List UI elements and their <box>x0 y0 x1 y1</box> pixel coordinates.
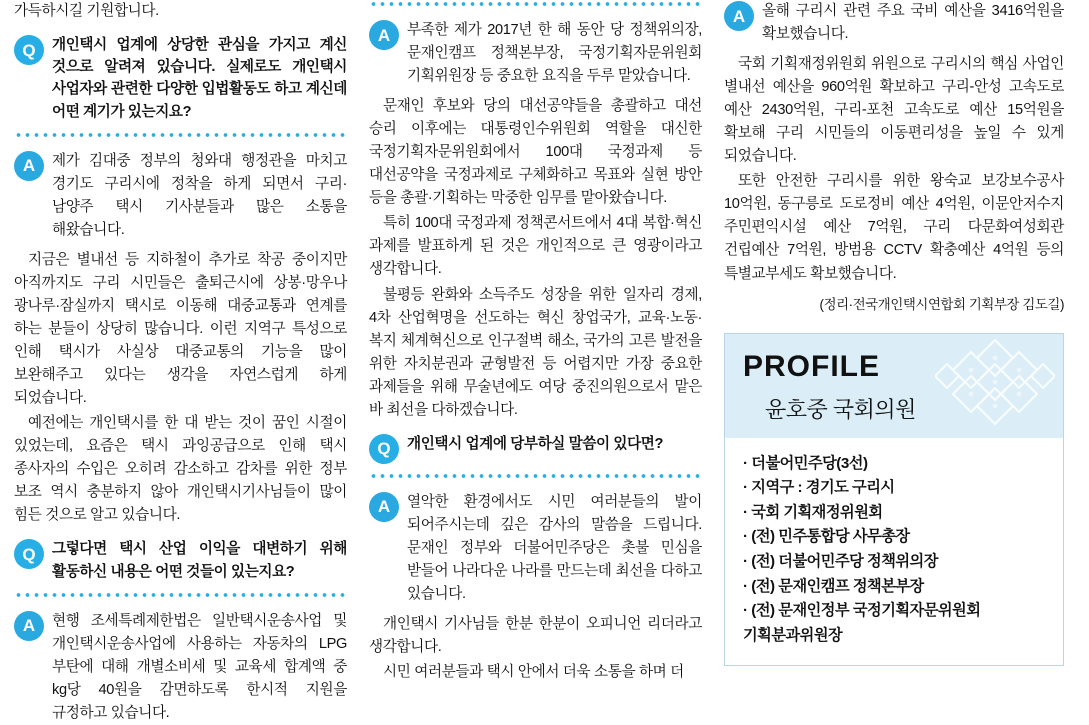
answer-badge-icon: A <box>724 1 754 31</box>
body-paragraph: 특히 100대 국정과제 정책콘서트에서 4대 복합·혁신 과제를 발표하게 된 것은 개인적으로 큰 영광이라고 생각합니다. <box>369 215 702 278</box>
article-column-3 <box>724 0 1064 722</box>
body-paragraph: 국회 기획재정위원회 위원으로 구리시의 핵심 사업인 별내선 예산을 960억원 확보하고 구리-안성 고속도로 예산 2430억원, 구리-포천 고속도로 예산 15억원을 확보해 구리 시민들의 이동편리성을 높일 수 있게 되었습니다. <box>724 56 1064 165</box>
answer-block-1 <box>14 150 347 242</box>
list-item: · (전) 더불어민주당 정책위의장 <box>743 553 938 571</box>
answer-block-4 <box>369 491 702 606</box>
question-badge-icon: Q <box>14 539 44 569</box>
dotted-divider <box>14 591 347 599</box>
lead-paragraph: 가득하시길 기원합니다. <box>14 3 159 19</box>
dotted-divider <box>369 0 702 8</box>
question-text: 개인택시 업계에 당부하실 말씀이 있다면? <box>407 435 663 452</box>
question-block-3 <box>369 433 702 464</box>
article-column-2 <box>369 0 702 722</box>
question-block-2 <box>14 538 347 582</box>
answer-badge-icon: A <box>369 20 399 50</box>
list-item: · 더불어민주당(3선) <box>743 454 868 472</box>
list-item: · (전) 문재인정부 국정기획자문위원회 기획분과위원장 <box>743 602 981 644</box>
question-badge-icon: Q <box>369 434 399 464</box>
answer-block-5 <box>724 0 1064 46</box>
body-paragraph: 예전에는 개인택시를 한 대 받는 것이 꿈인 시절이 있었는데, 요즘은 택시 과잉공급으로 인해 택시 종사자의 수입은 오히려 감소하고 감차를 위한 정부 보조 역시 충분하지 않아 개인택시기사님들이 많이 힘든 것으로 알고 있습니다. <box>14 415 347 524</box>
answer-badge-icon: A <box>369 492 399 522</box>
answer-block-2 <box>14 610 347 725</box>
body-paragraph: 지금은 별내선 등 지하철이 추가로 착공 중이지만 아직까지도 구리 시민들은 출퇴근시에 상봉·망우나 광나루·잠실까지 택시로 이동해 대중교통과 연계를 하는 분들이 상당히 많습니다. 이런 지역구 특성으로 인해 택시가 사실상 대중교통의 기능을 많이 보완해주고 있다는 생각을 자연스럽게 하게 되었습니다. <box>14 251 347 407</box>
profile-person-name: 윤호중 국회의원 <box>765 396 916 422</box>
answer-badge-icon: A <box>14 611 44 641</box>
profile-title: PROFILE <box>743 349 881 383</box>
question-block-1 <box>14 34 347 123</box>
list-item: · 국회 기획재정위원회 <box>743 503 883 521</box>
question-badge-icon: Q <box>14 35 44 65</box>
list-item: · (전) 민주통합당 사무총장 <box>743 528 910 546</box>
list-item: · (전) 문재인캠프 정책본부장 <box>743 577 924 595</box>
diamond-pattern-decoration <box>935 338 1055 434</box>
body-paragraph: 또한 안전한 구리시를 위한 왕숙교 보강보수공사 10억원, 동구릉로 도로정비 예산 4억원, 이문안저수지 주민편익시설 예산 7억원, 구리 다문화여성회관 건립예산 7억원, 방범용 CCTV 확충예산 4억원 등의 특별교부세도 확보했습니다. <box>724 173 1064 282</box>
article-credit: (정리·전국개인택시연합회 기획부장 김도길) <box>819 296 1064 312</box>
answer-text: 현행 조세특례제한법은 일반택시운송사업 및 개인택시운송사업에 사용하는 자동차의 LPG 부탄에 대해 개별소비세 및 교육세 합계액 중 kg당 40원을 감면하도록 한시적 지원을 규정하고 있습니다. <box>52 612 347 722</box>
dotted-divider <box>14 131 347 139</box>
answer-badge-icon: A <box>14 151 44 181</box>
dotted-divider <box>369 472 702 480</box>
answer-text: 제가 김대중 정부의 청와대 행정관을 마치고 경기도 구리시에 정착을 하게 되면서 구리·남양주 택시 기사분들과 많은 소통을 해왔습니다. <box>52 152 347 238</box>
answer-text: 열악한 환경에서도 시민 여러분들의 발이 되어주시는데 깊은 감사의 말씀을 드립니다. 문재인 정부와 더불어민주당은 촛불 민심을 받들어 나라다운 나라를 만드는데 최선을 다하고 있습니다. <box>407 493 702 602</box>
answer-text: 부족한 제가 2017년 한 해 동안 당 정책위의장, 문재인캠프 정책본부장, 국정기획자문위원회 기획위원장 등 중요한 요직을 두루 맡았습니다. <box>407 22 702 85</box>
question-text: 그렇다면 택시 산업 이익을 대변하기 위해 활동하신 내용은 어떤 것들이 있는지요? <box>52 541 347 580</box>
body-paragraph: 불평등 완화와 소득주도 성장을 위한 일자리 경제, 4차 산업혁명을 선도하는 혁신 창업국가, 교육·노동·복지 체계혁신으로 인구절벽 해소, 국가의 고른 발전을 위한 자치분권과 균형발전 등 어렵지만 가장 중요한 과제들을 위해 무술년에도 여당 중진의원으로서 맡은 바 최선을 다하겠습니다. <box>369 286 702 418</box>
profile-header <box>725 334 1063 438</box>
question-text: 개인택시 업계에 상당한 관심을 가지고 계신 것으로 알려져 있습니다. 실제로도 개인택시 사업자와 관련한 다양한 입법활동도 하고 계신데 어떤 계기가 있는지요? <box>52 37 347 120</box>
profile-list <box>725 438 1063 665</box>
list-item: · 지역구 : 경기도 구리시 <box>743 479 895 497</box>
profile-box <box>724 333 1064 666</box>
answer-text: 올해 구리시 관련 주요 국비 예산을 3416억원을 확보했습니다. <box>762 3 1064 43</box>
body-paragraph: 문재인 후보와 당의 대선공약들을 총괄하고 대선 승리 이후에는 대통령인수위원회 역할을 대신한 국정기획자문위원회에서 100대 국정과제 등 대선공약을 국정과제로 구체화하고 목표와 실현 방안 등을 총괄·기획하는 막중한 임무를 맡아왔습니다. <box>369 98 702 207</box>
answer-block-3 <box>369 19 702 88</box>
article-column-1 <box>14 0 347 722</box>
body-paragraph: 시민 여러분들과 택시 안에서 더욱 소통을 하며 더 <box>383 664 684 681</box>
body-paragraph: 개인택시 기사님들 한분 한분이 오피니언 리더라고 생각합니다. <box>369 616 702 656</box>
